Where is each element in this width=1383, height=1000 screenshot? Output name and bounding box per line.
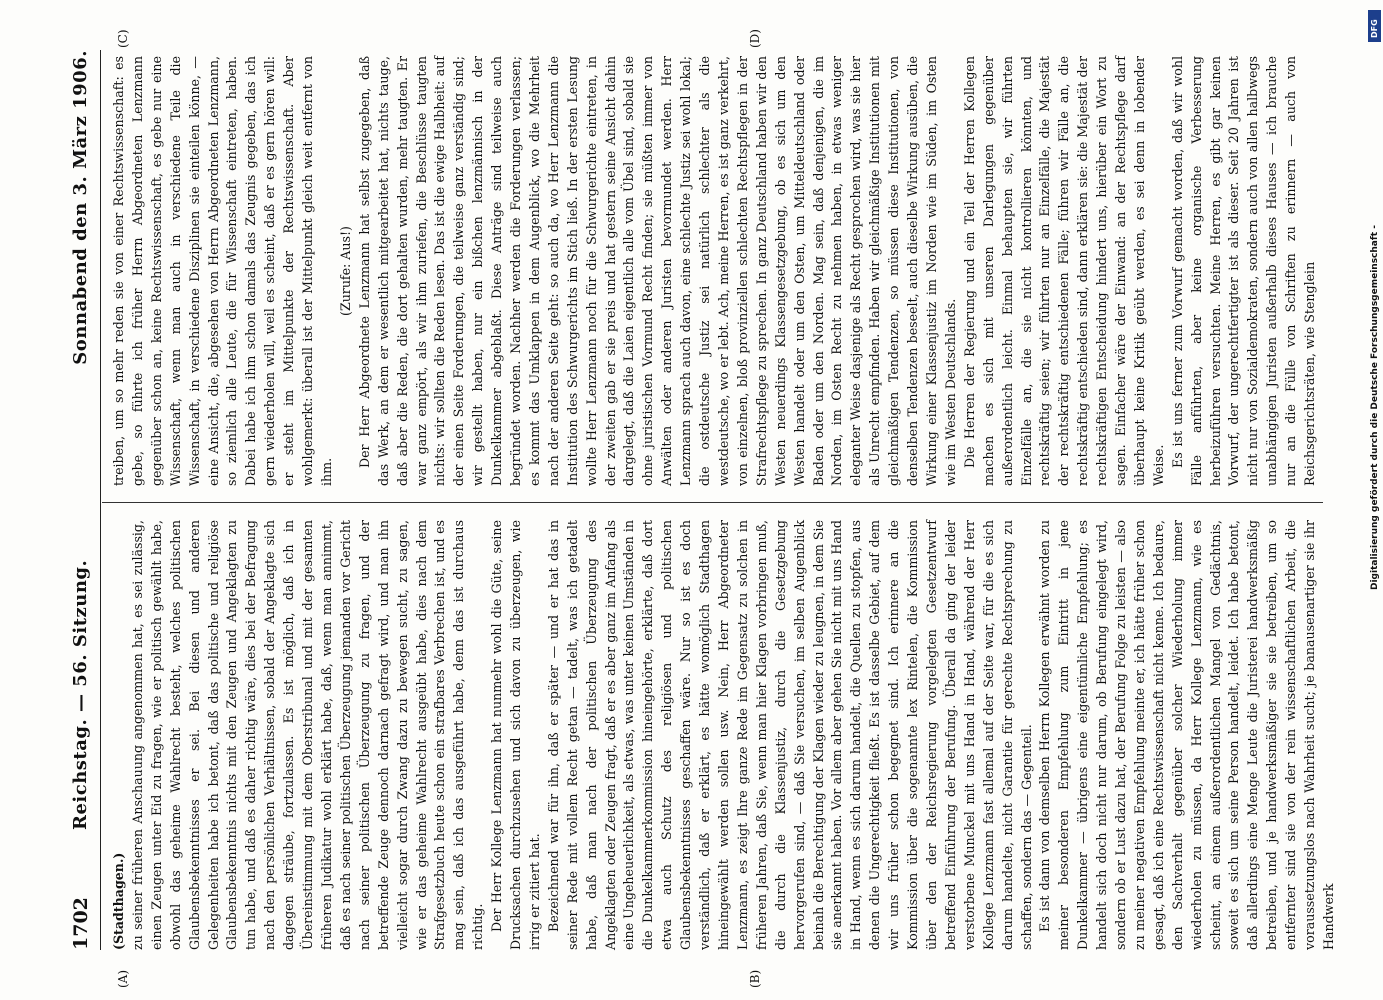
paragraph: Bezeichnend war für ihn, daß er später — und er hat das in seiner Rede mit vollem Recht getan — tadelt, was ich getadelt habe, daß man nach der politischen Überzeugung des Angeklagten oder Zeugen fragt, daß er es aber ganz im Anfang als eine Ungeheuerlichkeit, als etwas, was unter keinen Umständen in die Dunkelkammerkommission hineingehörte, erklärte, daß dort etwa auch Schutz des religiösen und politischen Glaubensbekenntnisses geschaffen wäre. Nur so ist es doch verständlich, daß er erklärt, es hätte womöglich Stadthagen hineingewählt werden sollen usw. Nein, Herr Abgeordneter Lenzmann, es zeigt Ihre ganze Rede im Gegensatz zu solchen in früheren Jahren, daß Sie, wenn man hier Klagen vorbringen muß, die durch die Klassenjustiz, durch die Gesetzgebung hervorgerufen sind, — daß Sie versuchen, im selben Augenblick beinah die Berechtigung der Klagen wieder zu leugnen, in dem Sie sie anerkannt haben. Vor allem aber gehen Sie nicht mit uns Hand in Hand, wenn es sich darum handelt, die Quellen zu stopfen, aus denen die Ungerechtigkeit fließt. Es ist dasselbe Gebiet, auf dem wir uns früher schon begegnet sind. Ich erinnere an die Kommission über die sogenannte lex Rintelen, die Kommission über den der Reichsregierung vorgelegten Gesetzentwurf betreffend Einführung der Berufung. Überall da ging der leider verstorbene Munckel mit uns Hand in Hand, während der Herr Kollege Lenzmann fast allemal auf der Seite war, für die es sich darum handelte, nicht Garantie für gerechte Rechtsprechung zu schaffen, sondern das — Gegenteil. <box>545 520 1034 950</box>
rotated-document-page <box>58 29 1336 988</box>
page-number: 1702 <box>70 897 92 950</box>
margin-marker-b: (B) <box>748 969 762 988</box>
column-divider <box>102 502 1323 503</box>
paragraph: zu seiner früheren Anschauung angenommen hat, es sei zulässig, einen Zeugen unter Eid zu fragen, wie er politisch gewählt habe, obwohl das geheime Wahlrecht besteht, welches politischen Glaubensbekenntnisses er sei. Bei diesen und anderen Gelegenheiten habe ich betont, daß das politische und religiöse Glaubensbekenntnis nichts mit den Zeugen und Angeklagten zu tun habe, und daß es daher richtig wäre, dies bei der Befragung nach den persönlichen Verhältnissen, sobald der Angeklagte sich dagegen sträube, fortzulassen. Es ist möglich, daß ich in Übereinstimmung mit dem Oberstribunal und mit der gesamten früheren Judikatur wohl erklärt habe, daß, wenn man annimmt, daß es nach seiner politischen Überzeugung jemanden vor Gericht nach seiner politischen Überzeugung zu fragen, und der betreffende Zeuge dennoch darnach gefragt wird, und man ihn vielleicht sogar durch Zwang dazu zu bewegen sucht, zu sagen, wie er das geheime Wahlrecht ausgeübt habe, dies nach dem Strafgesetzbuch heute schon ein strafbares Verbrechen ist, und es mag sein, daß ich das ausgeführt habe, denn das ist durchaus richtig. <box>129 520 486 950</box>
digitization-text: Digitalisierung gefördert durch die Deutsche Forschungsgemeinschaft - <box>1370 225 1380 590</box>
page-header <box>58 50 101 950</box>
digitization-note <box>1368 30 1382 590</box>
paragraph: Der Herr Abgeordnete Lenzmann hat selbst zugegeben, daß das Werk, an dem er wesentlich mitgearbeitet hat, nichts tauge, daß aber die Reden, die dort gehalten wurden, mehr taugten. Er war ganz empört, als wir ihm zuriefen, die Beschlüsse taugten nichts: wir sollten die Reden lesen. Das ist die ewige Halbheit: auf der einen Seite Forderungen, die teilweise ganz verständig sind; wir gestellt haben, nur ein bißchen lenzmännisch in der Dunkelkammer abgeblaßt. Diese Anträge sind teilweise auch begründet worden. Nachher werden die Forderungen verlassen; es kommt das Umklappen in dem Augenblick, wo die Mehrheit nach der anderen Seite geht: so auch da, wo Herr Lenzmann die Institution des Schwurgerichts im Stich ließ. In der ersten Lesung wollte Herr Lenzmann noch für die Schwurgerichte eintreten, in der zweiten gab er sie preis und hat gestern seine Ansicht dahin dargelegt, daß die Laien eigentlich alle vom Übel sind, sobald sie ohne juristischen Vormund Recht finden; sie müßten immer von Anwälten oder anderen Juristen bevormundet werden. Herr Lenzmann sprach auch davon, eine schlechte Justiz sei wohl lokal; die ostdeutsche Justiz sei natürlich schlechter als die westdeutsche, wo er lebt. Ach, meine Herren, es ist ganz verkehrt, von einzelnen, bloß provinziellen schlechten Rechtspflegen in der Strafrechtspflege zu sprechen. In ganz Deutschland haben wir den Westen neuerdings Klassengesetzgebung, ob es sich um den Westen handelt oder um den Osten, um Mitteldeutschland oder Baden oder um den Norden. Mag sein, daß denjenigen, die im Norden, im Osten Recht zu nehmen haben, in etwas weniger eleganter Weise dasjenige als Recht gesprochen wird, was sie hier als Unrecht empfinden. Haben wir gleichmäßige Institutionen mit gleichmäßigen Tendenzen, so müssen diese Institutionen, von denselben Tendenzen beseelt, auch dieselbe Wirkung ausüben, die Wirkung einer Klassenjustiz im Norden wie im Süden, im Osten wie im Westen Deutschlands. <box>356 56 958 486</box>
paragraph: Es ist dann von demselben Herrn Kollegen erwähnt worden zu meiner besonderen Empfehlung zum Eintritt in jene Dunkelkammer — übrigens eine eigentümliche Empfehlung; es handelt sich doch nicht nur darum, ob Berufung eingelegt wird, sondern ob er Lust dazu hat, der Berufung Folge zu leisten — also zu meiner negativen Empfehlung meinte er, ich hätte früher schon gesagt, daß ich eine Rechtswissenschaft nicht kenne. Ich bedaure, den Sachverhalt gegenüber solcher Wiederholung immer wiederholen zu müssen, da Herr Kollege Lenzmann, wie es scheint, an einem außerordentlichen Mangel von Gedächtnis, soweit es sich um seine Person handelt, leidet. Ich habe betont, daß allerdings eine Menge Leute die Juristerei handwerksmäßig betreiben, und je handwerksmäßiger sie sie betreiben, um so entfernter sind sie von der rein wissenschaftlichen Arbeit, die voraussetzungslos nach Wahrheit sucht; je banausenartiger sie ihr Handwerk <box>1037 520 1336 950</box>
paragraph: treiben, um so mehr reden sie von einer Rechtswissenschaft: es gebe, so führte ich früher Herrn Abgeordneten Lenzmann gegenüber schon an, keine Rechtswissenschaft, es gebe nur eine Wissenschaft, wenn man auch in verschiedene Teile die Wissenschaft, in verschiedene Disziplinen sie einteilen könne, — eine Ansicht, die, abgesehen von Herrn Abgeordneten Lenzmann, so ziemlich alle Leute, die für Wissenschaft eintreten, haben. Dabei habe ich ihm schon damals das Zeugnis gegeben, das ich gern wiederholen will, weil es scheint, daß er es gern hören will: er steht im Mittelpunkte der Rechtswissenschaft. Aber wohlgemerkt: überall ist der Mittelpunkt gleich weit entfernt von ihm. <box>111 56 334 486</box>
paragraph: Es ist uns ferner zum Vorwurf gemacht worden, daß wir wohl Fälle anführten, aber keine organische Verbesserung herbeizuführen versuchten. Meine Herren, es gibt gar keinen Vorwurf, der ungerechtfertigter ist als dieser. Seit 20 Jahren ist nicht nur von Sozialdemokraten, sondern auch von allen halbwegs unabhängigen Juristen außerhalb dieses Hauses — ich brauche nur an die Fülle von Schriften zu erinnern — auch von Reichsgerichtsräten, wie Stenglein <box>1169 56 1318 486</box>
margin-marker-d: (D) <box>748 29 762 48</box>
dfg-logo: DFG <box>1368 10 1381 42</box>
running-title: Reichstag. — 56. Sitzung. <box>70 559 91 830</box>
margin-marker-c: (C) <box>116 29 130 48</box>
left-column <box>110 520 1336 950</box>
interjection: (Zurufe: Aus!) <box>337 226 353 316</box>
paragraph: Die Herren der Regierung und ein Teil der Herren Kollegen machen es sich mit unseren Darlegungen gegenüber außerordentlich leicht. Einmal behaupten sie, wir führten Einzelfälle an, die sie nicht kontrollieren könnten, und rechtskräftig seien; wir führten nur an Einzelfälle, die Majestät der rechtskräftig entschiedenen Fälle; führen wir Fälle an, die rechtskräftig entschieden sind, dann erklären sie: die Majestät der rechtskräftigen Entscheidung hindert uns, hierüber ein Wort zu sagen. Einfacher wäre der Einwand: an der Rechtspflege darf überhaupt keine Kritik geübt werden, es sei denn in lobender Weise. <box>961 56 1166 486</box>
speaker-heading: (Stadthagen.) <box>111 852 126 950</box>
right-column <box>110 56 1318 486</box>
margin-marker-a: (A) <box>116 969 130 988</box>
session-date: Sonnabend den 3. März 1906. <box>70 50 91 365</box>
paragraph: Der Herr Kollege Lenzmann hat nunmehr wohl die Güte, seine Drucksachen durchzusehen und sich davon zu überzeugen, wie irrig er zitiert hat. <box>489 520 542 950</box>
